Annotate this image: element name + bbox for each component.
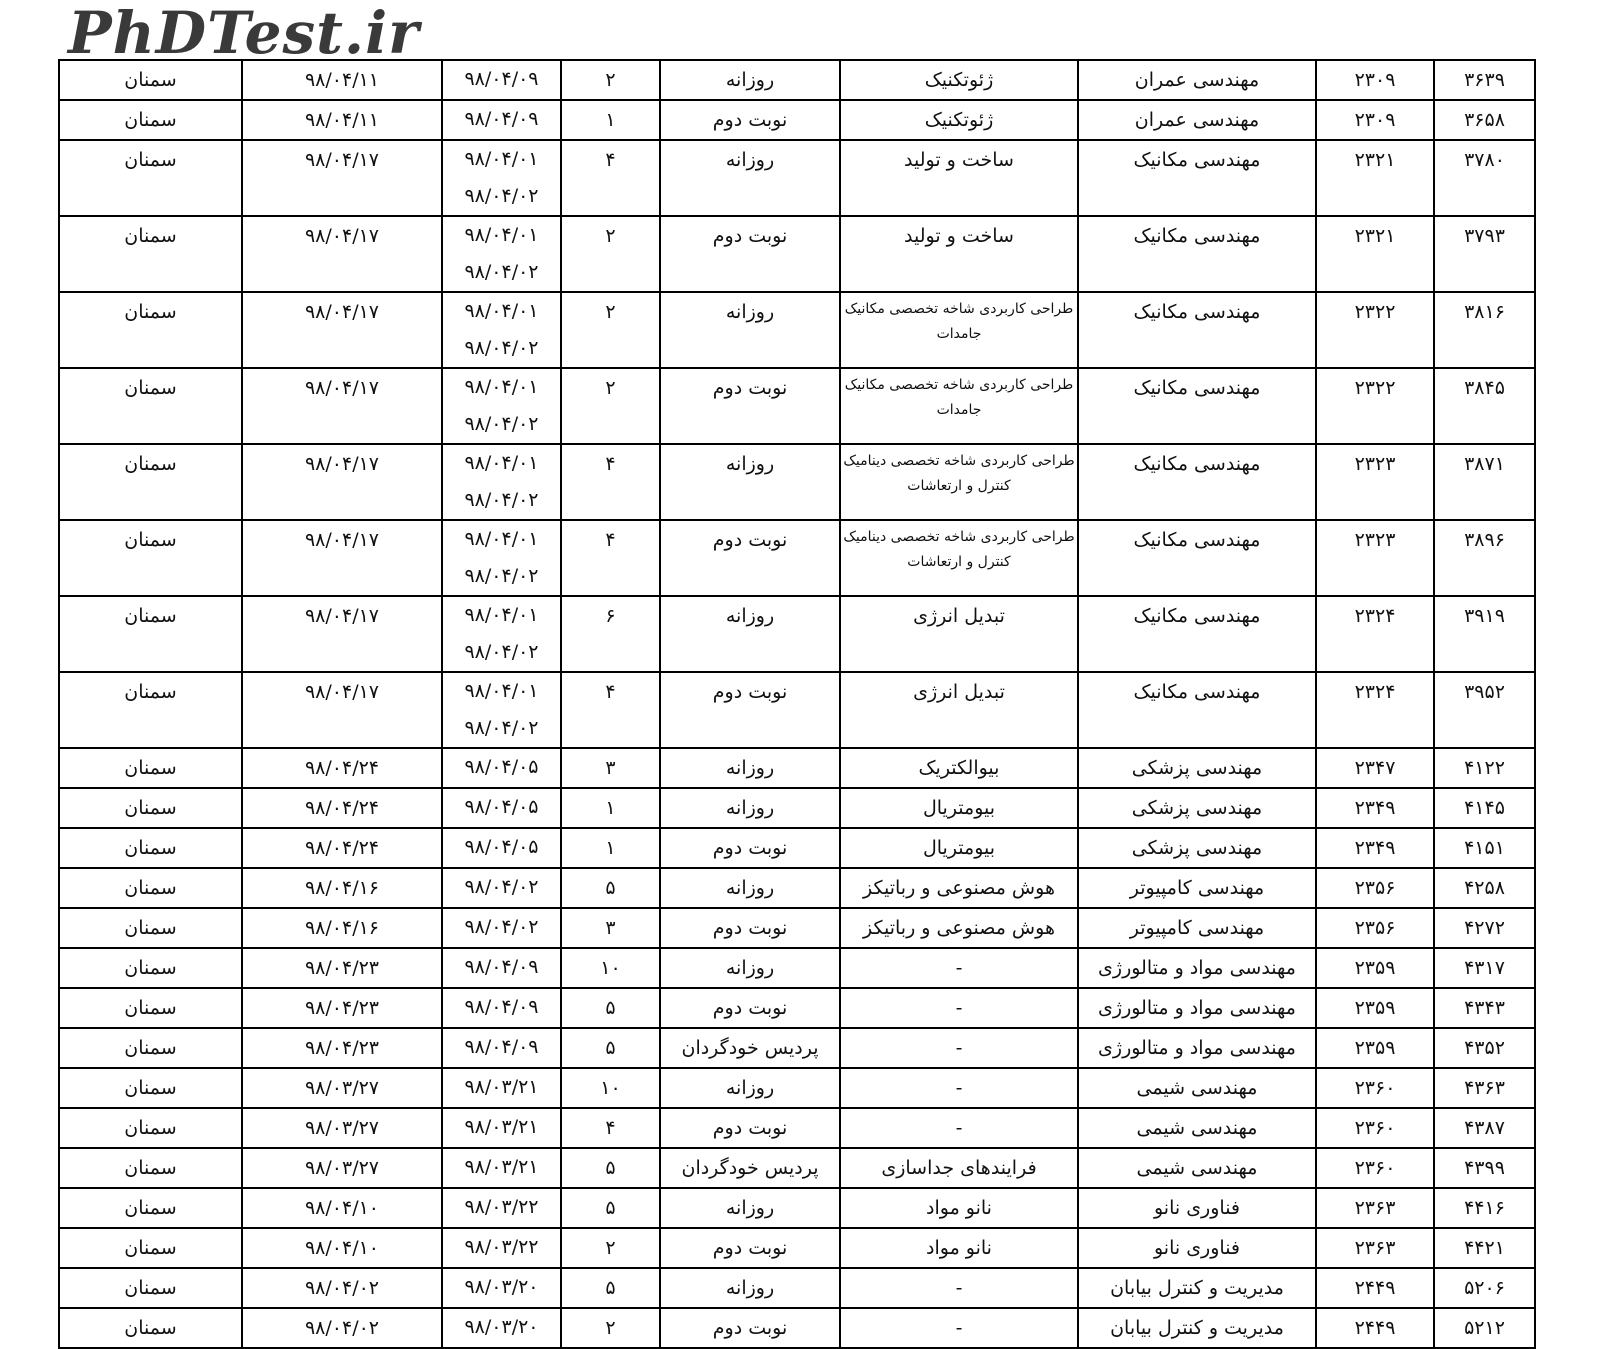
- city-cell: سمنان: [59, 368, 242, 444]
- deadline-date-cell: ۹۸/۰۴/۱۰: [242, 1188, 442, 1228]
- deadline-date-cell: ۹۸/۰۴/۱۷: [242, 520, 442, 596]
- program-code-cell: ۴۳۱۷: [1434, 948, 1535, 988]
- table-row: [59, 292, 1535, 368]
- capacity-cell: ۳: [561, 908, 660, 948]
- table-row: [59, 672, 1535, 748]
- exam-date-cell: [442, 1028, 561, 1068]
- specialty-cell: [840, 444, 1078, 520]
- program-code-cell: ۴۱۵۱: [1434, 828, 1535, 868]
- exam-date-cell: [442, 100, 561, 140]
- program-code-cell: ۵۲۰۶: [1434, 1268, 1535, 1308]
- field-name-cell: مهندسی شیمی: [1078, 1068, 1316, 1108]
- specialty-cell: -: [840, 1308, 1078, 1348]
- specialty-cell: -: [840, 1068, 1078, 1108]
- exam-date: ۹۸/۰۴/۰۲: [464, 916, 539, 938]
- term-type-cell: نوبت دوم: [660, 1228, 840, 1268]
- term-type-cell: نوبت دوم: [660, 1308, 840, 1348]
- deadline-date-cell: ۹۸/۰۴/۱۷: [242, 444, 442, 520]
- specialty-cell: -: [840, 1028, 1078, 1068]
- capacity-cell: ۳: [561, 748, 660, 788]
- field-name-cell: مهندسی مکانیک: [1078, 596, 1316, 672]
- program-code-cell: ۴۱۴۵: [1434, 788, 1535, 828]
- city-cell: سمنان: [59, 1108, 242, 1148]
- deadline-date-cell: ۹۸/۰۴/۰۲: [242, 1268, 442, 1308]
- capacity-cell: ۲: [561, 60, 660, 100]
- deadline-date-cell: ۹۸/۰۴/۲۳: [242, 1028, 442, 1068]
- exam-date: ۹۸/۰۴/۰۱: [464, 148, 539, 170]
- exam-date: ۹۸/۰۴/۰۲: [464, 337, 539, 359]
- capacity-cell: ۱: [561, 100, 660, 140]
- exam-date: ۹۸/۰۴/۰۹: [464, 68, 539, 90]
- capacity-cell: ۱۰: [561, 948, 660, 988]
- program-code-cell: ۳۸۷۱: [1434, 444, 1535, 520]
- specialty-cell: ساخت و تولید: [840, 140, 1078, 216]
- term-type-cell: نوبت دوم: [660, 100, 840, 140]
- exam-date: ۹۸/۰۳/۲۰: [464, 1316, 539, 1338]
- table-row: [59, 1188, 1535, 1228]
- table-row: [59, 1148, 1535, 1188]
- term-type-cell: نوبت دوم: [660, 828, 840, 868]
- exam-date-cell: [442, 368, 561, 444]
- specialty-cell: بیومتریال: [840, 828, 1078, 868]
- exam-date: ۹۸/۰۴/۰۲: [464, 489, 539, 511]
- term-type-cell: روزانه: [660, 948, 840, 988]
- city-cell: سمنان: [59, 748, 242, 788]
- specialty-cell: تبدیل انرژی: [840, 672, 1078, 748]
- exam-date-cell: [442, 828, 561, 868]
- capacity-cell: ۱: [561, 788, 660, 828]
- city-cell: سمنان: [59, 828, 242, 868]
- field-name-cell: مهندسی شیمی: [1078, 1108, 1316, 1148]
- city-cell: سمنان: [59, 216, 242, 292]
- exam-date-cell: [442, 216, 561, 292]
- exam-date-cell: [442, 1068, 561, 1108]
- field-name-cell: مهندسی مواد و متالورژی: [1078, 948, 1316, 988]
- specialty-cell: [840, 368, 1078, 444]
- specialty-text: طراحی کاربردی شاخه تخصصی دینامیک کنترل و ارتعاشات: [843, 529, 1075, 570]
- program-code-cell: ۴۳۸۷: [1434, 1108, 1535, 1148]
- exam-date: ۹۸/۰۳/۲۲: [464, 1236, 539, 1258]
- deadline-date-cell: ۹۸/۰۴/۱۶: [242, 868, 442, 908]
- term-type-cell: نوبت دوم: [660, 520, 840, 596]
- specialty-text: طراحی کاربردی شاخه تخصصی دینامیک کنترل و ارتعاشات: [843, 453, 1075, 494]
- exam-date: ۹۸/۰۴/۰۲: [464, 565, 539, 587]
- capacity-cell: ۴: [561, 520, 660, 596]
- program-code-cell: ۴۴۱۶: [1434, 1188, 1535, 1228]
- exam-date-cell: [442, 1108, 561, 1148]
- table-row: [59, 748, 1535, 788]
- field-code-cell: ۲۳۵۹: [1316, 988, 1434, 1028]
- exam-date: ۹۸/۰۳/۲۱: [464, 1076, 539, 1098]
- exam-date: ۹۸/۰۴/۰۹: [464, 996, 539, 1018]
- field-name-cell: مهندسی کامپیوتر: [1078, 868, 1316, 908]
- exam-date: ۹۸/۰۴/۰۵: [464, 756, 539, 778]
- field-code-cell: ۲۳۲۴: [1316, 672, 1434, 748]
- program-code-cell: ۳۸۹۶: [1434, 520, 1535, 596]
- term-type-cell: روزانه: [660, 1068, 840, 1108]
- exam-date: ۹۸/۰۴/۰۵: [464, 836, 539, 858]
- field-code-cell: ۲۳۵۶: [1316, 908, 1434, 948]
- term-type-cell: روزانه: [660, 868, 840, 908]
- field-code-cell: ۲۳۲۳: [1316, 444, 1434, 520]
- exam-date-cell: [442, 948, 561, 988]
- exam-date-cell: [442, 748, 561, 788]
- specialty-cell: هوش مصنوعی و رباتیکز: [840, 868, 1078, 908]
- table-row: [59, 908, 1535, 948]
- table-row: [59, 1108, 1535, 1148]
- table-row: [59, 596, 1535, 672]
- exam-date: ۹۸/۰۴/۰۱: [464, 528, 539, 550]
- capacity-cell: ۲: [561, 1228, 660, 1268]
- program-code-cell: ۳۶۵۸: [1434, 100, 1535, 140]
- city-cell: سمنان: [59, 100, 242, 140]
- city-cell: سمنان: [59, 1308, 242, 1348]
- exam-date: ۹۸/۰۴/۰۱: [464, 604, 539, 626]
- capacity-cell: ۴: [561, 1108, 660, 1148]
- exam-date: ۹۸/۰۴/۰۹: [464, 1036, 539, 1058]
- deadline-date-cell: ۹۸/۰۳/۲۷: [242, 1108, 442, 1148]
- exam-date: ۹۸/۰۳/۲۲: [464, 1196, 539, 1218]
- city-cell: سمنان: [59, 1148, 242, 1188]
- exam-date-cell: [442, 292, 561, 368]
- field-code-cell: ۲۳۶۳: [1316, 1228, 1434, 1268]
- table-row: [59, 520, 1535, 596]
- field-name-cell: مهندسی پزشکی: [1078, 828, 1316, 868]
- field-code-cell: ۲۳۵۹: [1316, 1028, 1434, 1068]
- field-code-cell: ۲۳۰۹: [1316, 60, 1434, 100]
- exam-date: ۹۸/۰۴/۰۵: [464, 796, 539, 818]
- field-code-cell: ۲۳۵۶: [1316, 868, 1434, 908]
- deadline-date-cell: ۹۸/۰۴/۱۷: [242, 216, 442, 292]
- program-code-cell: ۴۳۵۲: [1434, 1028, 1535, 1068]
- exam-date-cell: [442, 444, 561, 520]
- exam-date: ۹۸/۰۴/۰۲: [464, 641, 539, 663]
- field-name-cell: مهندسی مواد و متالورژی: [1078, 1028, 1316, 1068]
- field-name-cell: مهندسی مکانیک: [1078, 368, 1316, 444]
- table-row: [59, 828, 1535, 868]
- table-row: [59, 216, 1535, 292]
- city-cell: سمنان: [59, 868, 242, 908]
- specialty-cell: ژئوتکنیک: [840, 60, 1078, 100]
- program-code-cell: ۳۷۹۳: [1434, 216, 1535, 292]
- field-name-cell: مدیریت و کنترل بیابان: [1078, 1308, 1316, 1348]
- exam-date: ۹۸/۰۴/۰۲: [464, 185, 539, 207]
- program-code-cell: ۳۹۵۲: [1434, 672, 1535, 748]
- exam-date-cell: [442, 60, 561, 100]
- program-code-cell: ۳۷۸۰: [1434, 140, 1535, 216]
- exam-date-cell: [442, 1148, 561, 1188]
- exam-date-cell: [442, 1188, 561, 1228]
- exam-date-cell: [442, 1268, 561, 1308]
- specialty-cell: -: [840, 1268, 1078, 1308]
- field-code-cell: ۲۳۴۹: [1316, 828, 1434, 868]
- specialty-cell: [840, 520, 1078, 596]
- table-row: [59, 368, 1535, 444]
- deadline-date-cell: ۹۸/۰۴/۰۲: [242, 1308, 442, 1348]
- specialty-cell: ساخت و تولید: [840, 216, 1078, 292]
- specialty-cell: -: [840, 948, 1078, 988]
- field-name-cell: مهندسی کامپیوتر: [1078, 908, 1316, 948]
- term-type-cell: نوبت دوم: [660, 216, 840, 292]
- capacity-cell: ۵: [561, 1268, 660, 1308]
- capacity-cell: ۶: [561, 596, 660, 672]
- specialty-cell: تبدیل انرژی: [840, 596, 1078, 672]
- exam-date: ۹۸/۰۴/۰۱: [464, 224, 539, 246]
- field-code-cell: ۲۴۴۹: [1316, 1268, 1434, 1308]
- specialty-cell: نانو مواد: [840, 1188, 1078, 1228]
- capacity-cell: ۵: [561, 988, 660, 1028]
- table-row: [59, 1308, 1535, 1348]
- exam-date-cell: [442, 988, 561, 1028]
- deadline-date-cell: ۹۸/۰۳/۲۷: [242, 1148, 442, 1188]
- field-name-cell: مهندسی مکانیک: [1078, 672, 1316, 748]
- program-code-cell: ۴۲۷۲: [1434, 908, 1535, 948]
- field-code-cell: ۲۳۴۹: [1316, 788, 1434, 828]
- program-code-cell: ۳۹۱۹: [1434, 596, 1535, 672]
- specialty-cell: هوش مصنوعی و رباتیکز: [840, 908, 1078, 948]
- program-code-cell: ۳۸۱۶: [1434, 292, 1535, 368]
- program-code-cell: ۴۴۲۱: [1434, 1228, 1535, 1268]
- term-type-cell: روزانه: [660, 1268, 840, 1308]
- field-name-cell: مهندسی شیمی: [1078, 1148, 1316, 1188]
- deadline-date-cell: ۹۸/۰۴/۱۷: [242, 596, 442, 672]
- specialty-cell: ژئوتکنیک: [840, 100, 1078, 140]
- exam-date: ۹۸/۰۴/۰۲: [464, 876, 539, 898]
- field-code-cell: ۲۳۲۳: [1316, 520, 1434, 596]
- exam-date-cell: [442, 788, 561, 828]
- field-code-cell: ۲۳۶۳: [1316, 1188, 1434, 1228]
- deadline-date-cell: ۹۸/۰۴/۲۴: [242, 828, 442, 868]
- field-name-cell: فناوری نانو: [1078, 1228, 1316, 1268]
- exam-date: ۹۸/۰۴/۰۱: [464, 300, 539, 322]
- term-type-cell: روزانه: [660, 140, 840, 216]
- field-code-cell: ۲۳۲۲: [1316, 368, 1434, 444]
- exam-date-cell: [442, 1228, 561, 1268]
- city-cell: سمنان: [59, 520, 242, 596]
- deadline-date-cell: ۹۸/۰۴/۲۴: [242, 788, 442, 828]
- specialty-cell: بیومتریال: [840, 788, 1078, 828]
- table-row: [59, 444, 1535, 520]
- capacity-cell: ۴: [561, 672, 660, 748]
- deadline-date-cell: ۹۸/۰۴/۱۰: [242, 1228, 442, 1268]
- table-row: [59, 988, 1535, 1028]
- city-cell: سمنان: [59, 292, 242, 368]
- field-name-cell: مهندسی مکانیک: [1078, 520, 1316, 596]
- program-code-cell: ۴۳۹۹: [1434, 1148, 1535, 1188]
- exam-date: ۹۸/۰۴/۰۱: [464, 452, 539, 474]
- exam-date: ۹۸/۰۴/۰۹: [464, 108, 539, 130]
- field-name-cell: مهندسی عمران: [1078, 100, 1316, 140]
- field-code-cell: ۲۳۰۹: [1316, 100, 1434, 140]
- city-cell: سمنان: [59, 788, 242, 828]
- exam-date: ۹۸/۰۴/۰۲: [464, 261, 539, 283]
- exam-date: ۹۸/۰۴/۰۲: [464, 413, 539, 435]
- deadline-date-cell: ۹۸/۰۴/۱۱: [242, 100, 442, 140]
- field-name-cell: مهندسی عمران: [1078, 60, 1316, 100]
- program-code-cell: ۵۲۱۲: [1434, 1308, 1535, 1348]
- term-type-cell: پردیس خودگردان: [660, 1148, 840, 1188]
- program-code-cell: ۴۳۶۳: [1434, 1068, 1535, 1108]
- capacity-cell: ۲: [561, 368, 660, 444]
- table-row: [59, 868, 1535, 908]
- program-code-cell: ۴۱۲۲: [1434, 748, 1535, 788]
- table-row: [59, 1228, 1535, 1268]
- term-type-cell: نوبت دوم: [660, 988, 840, 1028]
- deadline-date-cell: ۹۸/۰۴/۱۷: [242, 140, 442, 216]
- city-cell: سمنان: [59, 1268, 242, 1308]
- table-row: [59, 788, 1535, 828]
- city-cell: سمنان: [59, 1228, 242, 1268]
- city-cell: سمنان: [59, 988, 242, 1028]
- capacity-cell: ۱: [561, 828, 660, 868]
- capacity-cell: ۲: [561, 292, 660, 368]
- deadline-date-cell: ۹۸/۰۳/۲۷: [242, 1068, 442, 1108]
- watermark-logo: PhDTest.ir: [68, 0, 420, 67]
- program-code-cell: ۳۶۳۹: [1434, 60, 1535, 100]
- term-type-cell: روزانه: [660, 1188, 840, 1228]
- capacity-cell: ۱۰: [561, 1068, 660, 1108]
- field-name-cell: مدیریت و کنترل بیابان: [1078, 1268, 1316, 1308]
- deadline-date-cell: ۹۸/۰۴/۱۷: [242, 368, 442, 444]
- term-type-cell: روزانه: [660, 292, 840, 368]
- field-code-cell: ۲۳۲۱: [1316, 140, 1434, 216]
- specialty-cell: -: [840, 988, 1078, 1028]
- deadline-date-cell: ۹۸/۰۴/۲۳: [242, 988, 442, 1028]
- field-code-cell: ۲۳۲۲: [1316, 292, 1434, 368]
- exam-date: ۹۸/۰۴/۰۲: [464, 717, 539, 739]
- field-name-cell: مهندسی مکانیک: [1078, 444, 1316, 520]
- specialty-cell: -: [840, 1108, 1078, 1148]
- table-row: [59, 140, 1535, 216]
- deadline-date-cell: ۹۸/۰۴/۲۴: [242, 748, 442, 788]
- deadline-date-cell: ۹۸/۰۴/۱۶: [242, 908, 442, 948]
- exam-date: ۹۸/۰۳/۲۰: [464, 1276, 539, 1298]
- specialty-text: طراحی کاربردی شاخه تخصصی مکانیک جامدات: [844, 377, 1074, 418]
- field-name-cell: مهندسی مکانیک: [1078, 140, 1316, 216]
- term-type-cell: روزانه: [660, 748, 840, 788]
- city-cell: سمنان: [59, 596, 242, 672]
- term-type-cell: روزانه: [660, 788, 840, 828]
- exam-date-cell: [442, 672, 561, 748]
- field-code-cell: ۲۳۶۰: [1316, 1148, 1434, 1188]
- field-code-cell: ۲۳۶۰: [1316, 1068, 1434, 1108]
- capacity-cell: ۵: [561, 868, 660, 908]
- capacity-cell: ۵: [561, 1188, 660, 1228]
- capacity-cell: ۲: [561, 1308, 660, 1348]
- specialty-text: طراحی کاربردی شاخه تخصصی مکانیک جامدات: [844, 301, 1074, 342]
- exam-date: ۹۸/۰۳/۲۱: [464, 1116, 539, 1138]
- term-type-cell: نوبت دوم: [660, 672, 840, 748]
- term-type-cell: روزانه: [660, 444, 840, 520]
- field-code-cell: ۲۴۴۹: [1316, 1308, 1434, 1348]
- table-row: [59, 1028, 1535, 1068]
- exam-date: ۹۸/۰۴/۰۱: [464, 680, 539, 702]
- specialty-cell: [840, 292, 1078, 368]
- city-cell: سمنان: [59, 140, 242, 216]
- term-type-cell: روزانه: [660, 596, 840, 672]
- specialty-cell: نانو مواد: [840, 1228, 1078, 1268]
- field-name-cell: فناوری نانو: [1078, 1188, 1316, 1228]
- exam-date-cell: [442, 520, 561, 596]
- city-cell: سمنان: [59, 672, 242, 748]
- field-name-cell: مهندسی مواد و متالورژی: [1078, 988, 1316, 1028]
- city-cell: سمنان: [59, 1188, 242, 1228]
- capacity-cell: ۵: [561, 1028, 660, 1068]
- field-name-cell: مهندسی مکانیک: [1078, 292, 1316, 368]
- program-code-cell: ۴۳۴۳: [1434, 988, 1535, 1028]
- exam-date-cell: [442, 1308, 561, 1348]
- field-name-cell: مهندسی پزشکی: [1078, 748, 1316, 788]
- exam-date: ۹۸/۰۳/۲۱: [464, 1156, 539, 1178]
- term-type-cell: نوبت دوم: [660, 368, 840, 444]
- term-type-cell: روزانه: [660, 60, 840, 100]
- capacity-cell: ۴: [561, 140, 660, 216]
- capacity-cell: ۲: [561, 216, 660, 292]
- specialty-cell: فرایندهای جداسازی: [840, 1148, 1078, 1188]
- term-type-cell: پردیس خودگردان: [660, 1028, 840, 1068]
- exam-date-cell: [442, 596, 561, 672]
- deadline-date-cell: ۹۸/۰۴/۲۳: [242, 948, 442, 988]
- city-cell: سمنان: [59, 948, 242, 988]
- admissions-table: [58, 59, 1536, 1349]
- city-cell: سمنان: [59, 1028, 242, 1068]
- field-code-cell: ۲۳۴۷: [1316, 748, 1434, 788]
- field-code-cell: ۲۳۲۴: [1316, 596, 1434, 672]
- field-code-cell: ۲۳۵۹: [1316, 948, 1434, 988]
- exam-date-cell: [442, 140, 561, 216]
- deadline-date-cell: ۹۸/۰۴/۱۷: [242, 672, 442, 748]
- city-cell: سمنان: [59, 60, 242, 100]
- city-cell: سمنان: [59, 444, 242, 520]
- program-code-cell: ۳۸۴۵: [1434, 368, 1535, 444]
- city-cell: سمنان: [59, 1068, 242, 1108]
- table-row: [59, 60, 1535, 100]
- program-code-cell: ۴۲۵۸: [1434, 868, 1535, 908]
- exam-date: ۹۸/۰۴/۰۹: [464, 956, 539, 978]
- exam-date: ۹۸/۰۴/۰۱: [464, 376, 539, 398]
- term-type-cell: نوبت دوم: [660, 1108, 840, 1148]
- table-row: [59, 948, 1535, 988]
- exam-date-cell: [442, 908, 561, 948]
- field-name-cell: مهندسی پزشکی: [1078, 788, 1316, 828]
- field-name-cell: مهندسی مکانیک: [1078, 216, 1316, 292]
- capacity-cell: ۴: [561, 444, 660, 520]
- table-row: [59, 1068, 1535, 1108]
- field-code-cell: ۲۳۶۰: [1316, 1108, 1434, 1148]
- capacity-cell: ۵: [561, 1148, 660, 1188]
- table-row: [59, 100, 1535, 140]
- deadline-date-cell: ۹۸/۰۴/۱۱: [242, 60, 442, 100]
- specialty-cell: بیوالکتریک: [840, 748, 1078, 788]
- term-type-cell: نوبت دوم: [660, 908, 840, 948]
- table-row: [59, 1268, 1535, 1308]
- city-cell: سمنان: [59, 908, 242, 948]
- deadline-date-cell: ۹۸/۰۴/۱۷: [242, 292, 442, 368]
- exam-date-cell: [442, 868, 561, 908]
- field-code-cell: ۲۳۲۱: [1316, 216, 1434, 292]
